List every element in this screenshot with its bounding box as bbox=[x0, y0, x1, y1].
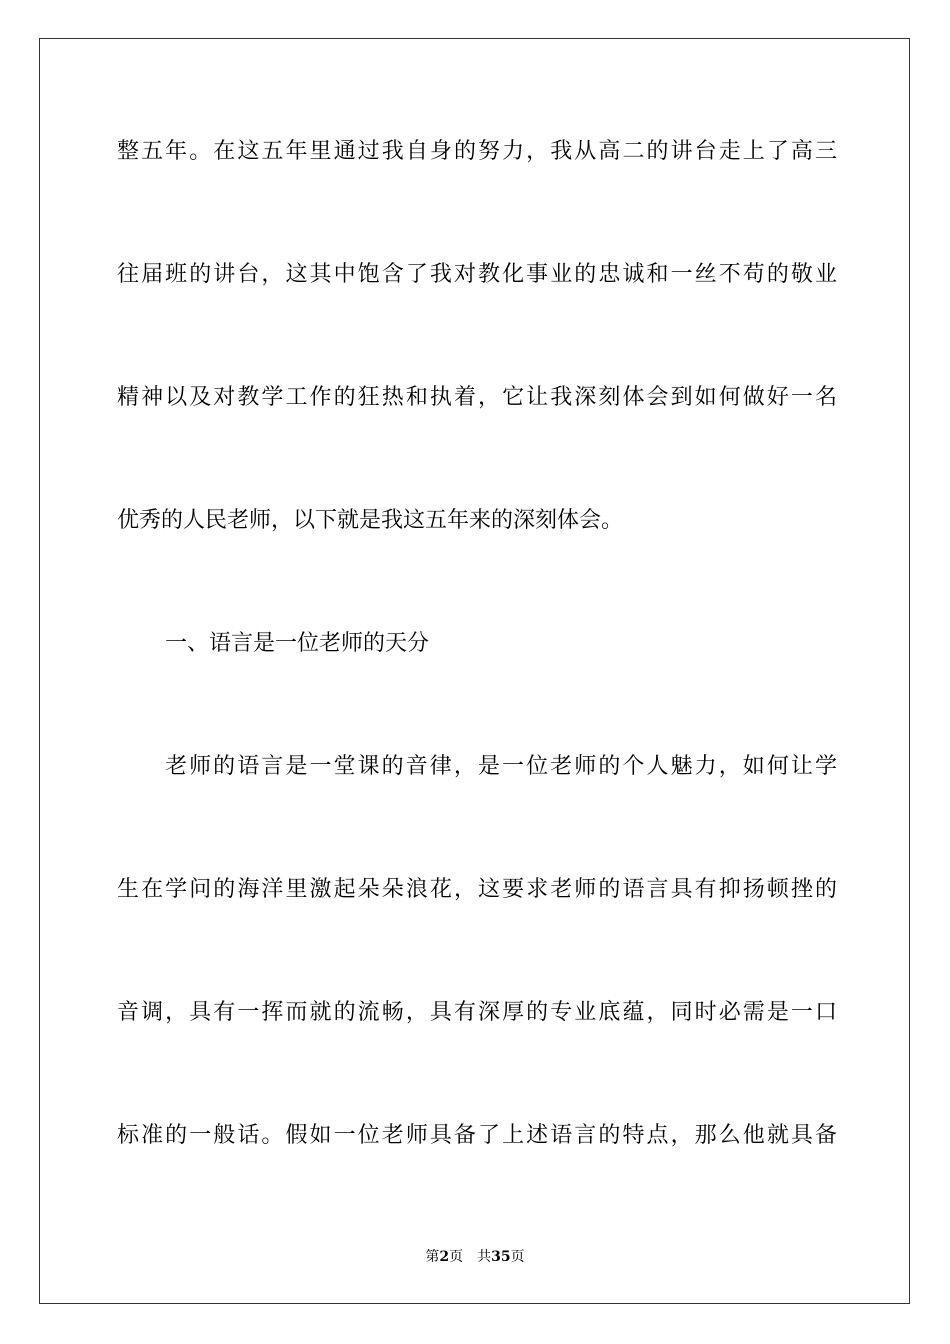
page-number: 2 bbox=[439, 1249, 450, 1265]
paragraph-line: 生在学问的海洋里激起朵朵浪花，这要求老师的语言具有抑扬顿挫的 bbox=[117, 877, 837, 902]
page-footer bbox=[0, 1248, 950, 1266]
total-suffix: 页 bbox=[510, 1249, 525, 1265]
paragraph-line: 整五年。在这五年里通过我自身的努力，我从高二的讲台走上了高三 bbox=[117, 139, 837, 164]
paragraph-line: 往届班的讲台，这其中饱含了我对教化事业的忠诚和一丝不苟的敬业 bbox=[117, 262, 837, 287]
total-prefix: 共 bbox=[477, 1249, 492, 1265]
page-prefix: 第 bbox=[425, 1249, 440, 1265]
paragraph-line: 标准的一般话。假如一位老师具备了上述语言的特点，那么他就具备 bbox=[117, 1123, 837, 1148]
section-heading: 一、语言是一位老师的天分 bbox=[165, 631, 430, 656]
paragraph-line: 老师的语言是一堂课的音律，是一位老师的个人魅力，如何让学 bbox=[165, 754, 837, 779]
page-frame bbox=[39, 38, 910, 1304]
total-pages: 35 bbox=[491, 1249, 511, 1265]
paragraph-line: 精神以及对教学工作的狂热和执着，它让我深刻体会到如何做好一名 bbox=[117, 385, 837, 410]
paragraph-line: 音调，具有一挥而就的流畅，具有深厚的专业底蕴，同时必需是一口 bbox=[117, 1000, 837, 1025]
page-suffix: 页 bbox=[449, 1249, 464, 1265]
paragraph-line: 优秀的人民老师，以下就是我这五年来的深刻体会。 bbox=[117, 508, 624, 533]
